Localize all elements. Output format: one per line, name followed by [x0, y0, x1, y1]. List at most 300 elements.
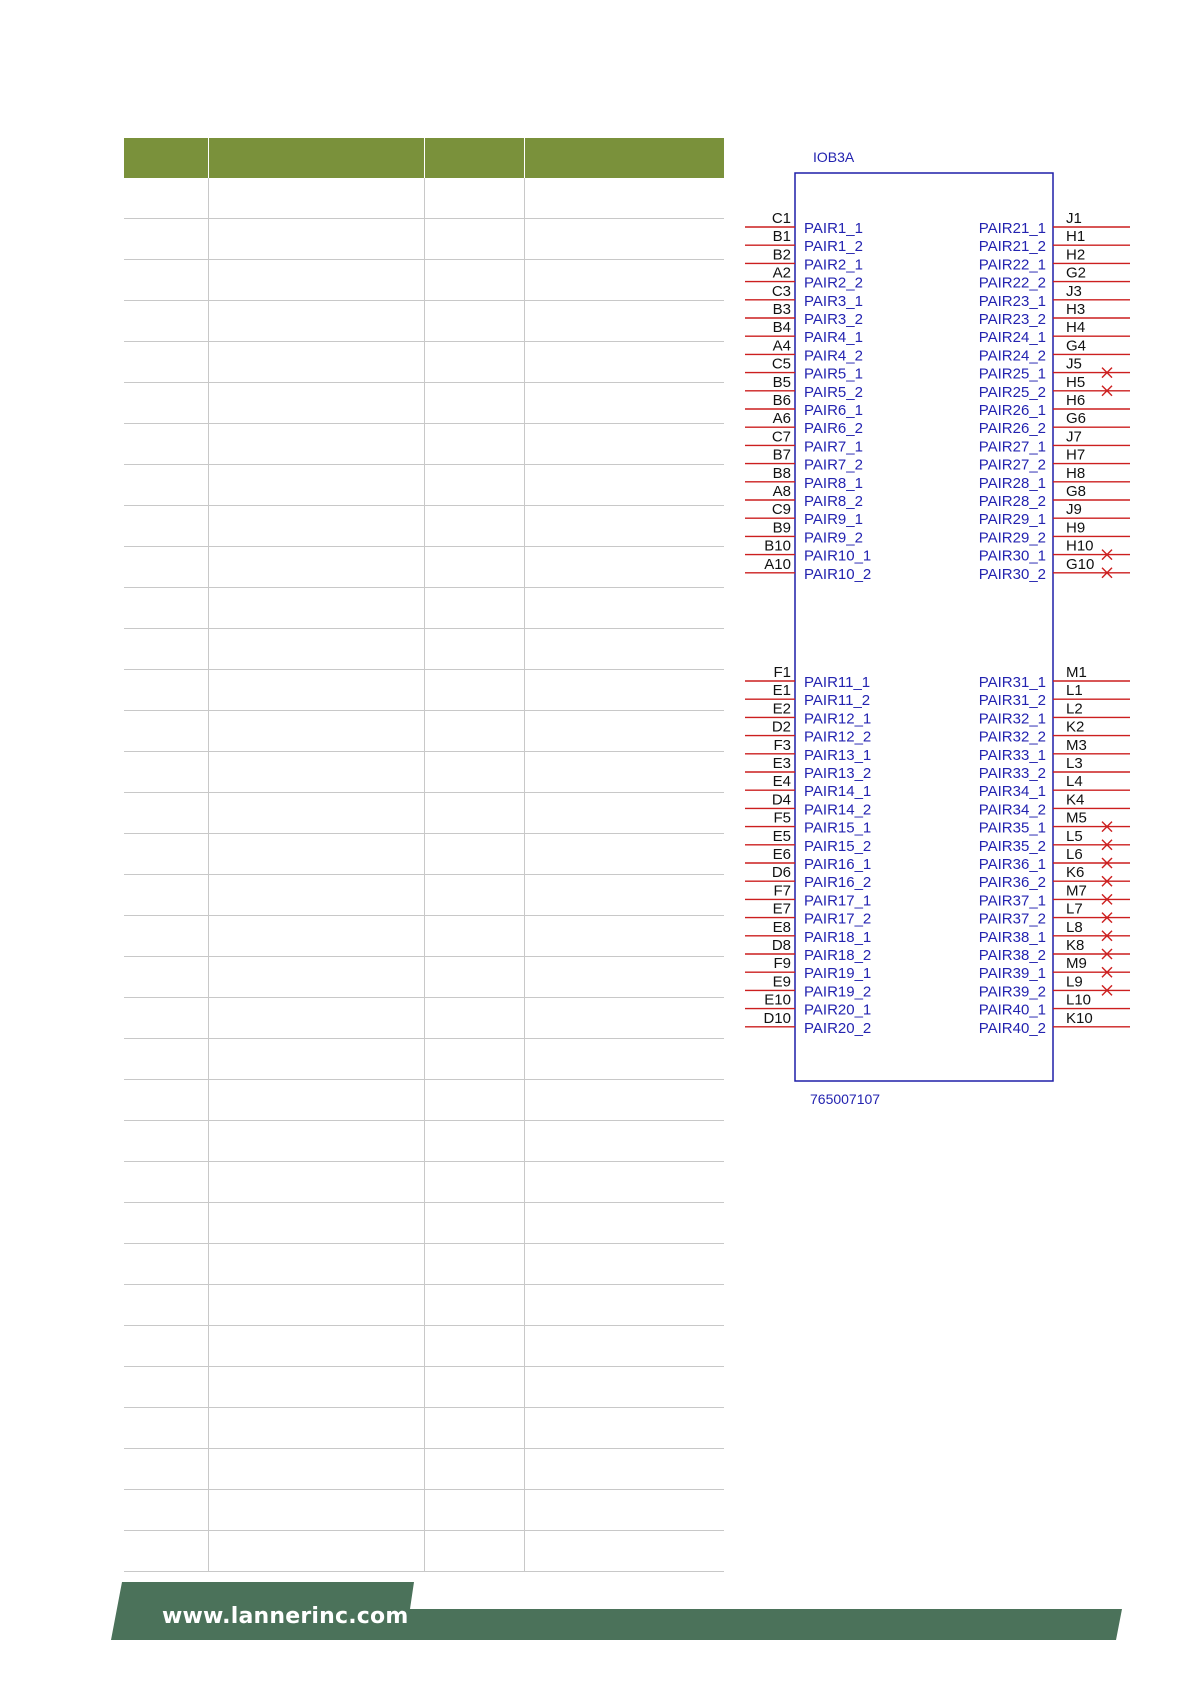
pin-label: PAIR28_1	[978, 474, 1046, 492]
table-cell	[208, 1367, 424, 1408]
table-cell	[524, 711, 724, 752]
pin-label: PAIR40_1	[978, 1001, 1046, 1019]
table-cell	[424, 219, 524, 260]
table-cell	[124, 588, 208, 629]
pin-label: PAIR8_2	[804, 493, 863, 510]
table-row	[124, 1285, 724, 1326]
pin-number: M9	[1066, 955, 1087, 973]
table-cell	[424, 793, 524, 834]
table-row	[124, 1531, 724, 1572]
table-cell	[208, 834, 424, 875]
table-cell	[208, 1449, 424, 1490]
pin-label: PAIR39_1	[978, 965, 1046, 983]
pin-label: PAIR8_1	[804, 474, 863, 492]
pin-label: PAIR28_2	[978, 493, 1046, 510]
table-cell	[524, 1080, 724, 1121]
pin-label: PAIR15_2	[804, 837, 872, 855]
pin-number: K10	[1066, 1009, 1093, 1027]
pin-number: L4	[1066, 773, 1083, 791]
table-cell	[424, 301, 524, 342]
table-cell	[524, 1285, 724, 1326]
pin-number: B2	[772, 246, 791, 264]
pin-label: PAIR23_1	[978, 292, 1046, 310]
pin-number: L10	[1066, 991, 1092, 1009]
pin-number: D8	[771, 937, 791, 954]
table-cell	[208, 383, 424, 424]
pin-number: K2	[1066, 718, 1085, 736]
table-cell	[208, 547, 424, 588]
table-cell	[124, 1203, 208, 1244]
table-cell	[124, 260, 208, 301]
table-cell	[124, 793, 208, 834]
pin-label: PAIR22_1	[978, 256, 1046, 274]
pin-label: PAIR10_2	[804, 565, 872, 583]
pin-label: PAIR21_2	[978, 238, 1046, 256]
pin-label: PAIR27_2	[978, 456, 1046, 474]
pin-number: H8	[1066, 464, 1086, 482]
pin-label: PAIR21_1	[978, 220, 1046, 237]
table-cell	[524, 752, 724, 793]
pin-number: E5	[772, 827, 791, 845]
table-cell	[524, 670, 724, 711]
table-row	[124, 178, 724, 219]
table-cell	[424, 1449, 524, 1490]
table-cell	[208, 629, 424, 670]
pin-label: PAIR39_2	[978, 983, 1046, 1001]
table-cell	[124, 1244, 208, 1285]
table-row	[124, 588, 724, 629]
table-cell	[124, 711, 208, 752]
pin-number: H3	[1066, 301, 1086, 318]
table-cell	[524, 1531, 724, 1572]
table-cell	[124, 301, 208, 342]
pin-label: PAIR14_2	[804, 801, 872, 819]
pin-label: PAIR34_2	[978, 801, 1046, 819]
table-cell	[424, 1203, 524, 1244]
table-row	[124, 1121, 724, 1162]
pin-number: K4	[1066, 791, 1085, 809]
pin-number: H6	[1066, 392, 1086, 409]
table-row	[124, 219, 724, 260]
table-row	[124, 1203, 724, 1244]
pin-number: E8	[772, 918, 791, 936]
table-header-cell	[124, 138, 208, 178]
pin-label: PAIR3_1	[804, 292, 863, 310]
table-body	[124, 178, 724, 1572]
pin-label: PAIR40_2	[978, 1019, 1046, 1037]
pin-label: PAIR30_2	[978, 565, 1046, 583]
table-cell	[524, 1449, 724, 1490]
table-cell	[208, 752, 424, 793]
table-header-cell	[424, 138, 524, 178]
pin-number: J5	[1066, 355, 1082, 373]
table-cell	[124, 1121, 208, 1162]
table-cell	[208, 506, 424, 547]
table-cell	[208, 1080, 424, 1121]
pin-number: J9	[1066, 501, 1082, 519]
table-cell	[524, 916, 724, 957]
table-row	[124, 424, 724, 465]
table-cell	[208, 465, 424, 506]
pin-label: PAIR27_1	[978, 438, 1046, 456]
table-cell	[124, 547, 208, 588]
pin-number: A6	[772, 410, 791, 428]
pin-label: PAIR32_1	[978, 710, 1046, 728]
table-cell	[208, 793, 424, 834]
table-row	[124, 629, 724, 670]
pin-label: PAIR22_2	[978, 274, 1046, 292]
pin-number: C7	[771, 428, 791, 446]
table-row	[124, 1080, 724, 1121]
table-cell	[524, 1039, 724, 1080]
pin-number: J1	[1066, 210, 1082, 227]
pin-label: PAIR10_1	[804, 547, 872, 565]
pin-number: B6	[772, 392, 791, 409]
pin-number: H5	[1066, 373, 1086, 391]
table-cell	[524, 875, 724, 916]
pin-number: C3	[771, 282, 791, 300]
table-cell	[208, 670, 424, 711]
table-row	[124, 547, 724, 588]
footer-url-link[interactable]: www.lannerinc.com	[162, 1604, 409, 1629]
pin-label: PAIR19_1	[804, 965, 872, 983]
pin-label: PAIR12_2	[804, 728, 872, 746]
pin-number: H1	[1066, 228, 1086, 246]
pin-number: F7	[773, 882, 791, 900]
table-cell	[124, 1449, 208, 1490]
component-ref-label: IOB3A	[813, 149, 855, 165]
table-row	[124, 1244, 724, 1285]
pin-number: A8	[772, 483, 791, 500]
table-cell	[424, 588, 524, 629]
pin-label: PAIR7_2	[804, 456, 863, 474]
pin-label: PAIR13_2	[804, 765, 872, 782]
table-cell	[424, 752, 524, 793]
table-cell	[124, 178, 208, 219]
pin-label: PAIR29_2	[978, 529, 1046, 547]
table-cell	[424, 1080, 524, 1121]
table-cell	[124, 424, 208, 465]
table-cell	[524, 506, 724, 547]
table-row	[124, 1367, 724, 1408]
pin-number: M3	[1066, 736, 1087, 754]
pin-number: G10	[1066, 555, 1095, 573]
pin-label: PAIR20_1	[804, 1001, 872, 1019]
pin-number: B3	[772, 301, 791, 318]
table-cell	[208, 1203, 424, 1244]
pin-number: F1	[773, 664, 791, 681]
pin-label: PAIR31_2	[978, 692, 1046, 710]
pin-number: K8	[1066, 937, 1085, 954]
table-cell	[208, 711, 424, 752]
pin-number: H7	[1066, 446, 1086, 464]
pin-number: E9	[772, 973, 791, 991]
table-cell	[424, 916, 524, 957]
table-cell	[124, 957, 208, 998]
pin-number: L7	[1066, 900, 1083, 918]
table-cell	[524, 301, 724, 342]
connector-schematic	[730, 140, 1140, 1120]
table-cell	[208, 1531, 424, 1572]
table-cell	[124, 1039, 208, 1080]
pin-label: PAIR33_2	[978, 765, 1046, 782]
table-cell	[524, 260, 724, 301]
pin-number: E3	[772, 755, 791, 772]
table-cell	[124, 1490, 208, 1531]
table-cell	[424, 1121, 524, 1162]
pin-group	[745, 210, 1130, 1037]
pin-label: PAIR15_1	[804, 819, 872, 837]
table-cell	[208, 1162, 424, 1203]
table-cell	[424, 629, 524, 670]
pin-number: A4	[772, 337, 791, 355]
pin-number: C9	[771, 501, 791, 519]
pin-number: K6	[1066, 864, 1085, 882]
table-cell	[124, 670, 208, 711]
pin-number: L2	[1066, 700, 1083, 718]
pin-number: C5	[771, 355, 791, 373]
table-cell	[208, 1121, 424, 1162]
table-cell	[208, 1326, 424, 1367]
table-cell	[424, 383, 524, 424]
pin-label: PAIR16_1	[804, 856, 872, 873]
pin-number: E4	[772, 773, 791, 791]
table-cell	[524, 793, 724, 834]
table-cell	[124, 1162, 208, 1203]
pin-number: L6	[1066, 846, 1083, 863]
table-row	[124, 834, 724, 875]
table-cell	[524, 1408, 724, 1449]
pin-label: PAIR19_2	[804, 983, 872, 1001]
pin-label: PAIR24_1	[978, 329, 1046, 347]
pin-label: PAIR30_1	[978, 547, 1046, 565]
table-cell	[424, 998, 524, 1039]
pin-number: D4	[771, 791, 791, 809]
table-row	[124, 506, 724, 547]
pin-label: PAIR1_1	[804, 220, 863, 237]
pin-label: PAIR6_1	[804, 402, 863, 419]
pin-number: M1	[1066, 664, 1087, 681]
pin-number: G8	[1066, 483, 1087, 500]
table-cell	[524, 1203, 724, 1244]
table-cell	[208, 957, 424, 998]
pin-label: PAIR36_2	[978, 874, 1046, 892]
pin-definition-table	[124, 138, 724, 1572]
table-row	[124, 793, 724, 834]
table-cell	[424, 1162, 524, 1203]
table-cell	[208, 875, 424, 916]
table-cell	[524, 834, 724, 875]
table-cell	[124, 629, 208, 670]
pin-number: G2	[1066, 264, 1087, 282]
pin-number: D10	[763, 1009, 791, 1027]
pin-label: PAIR36_1	[978, 856, 1046, 873]
table-row	[124, 875, 724, 916]
pin-label: PAIR6_2	[804, 420, 863, 438]
pin-label: PAIR12_1	[804, 710, 872, 728]
table-header-cell	[524, 138, 724, 178]
table-cell	[124, 1326, 208, 1367]
table-cell	[424, 1326, 524, 1367]
table-cell	[124, 998, 208, 1039]
pin-label: PAIR11_1	[804, 674, 871, 691]
table-row	[124, 752, 724, 793]
pin-number: A2	[772, 264, 791, 282]
table-row	[124, 1490, 724, 1531]
table-cell	[524, 465, 724, 506]
table-cell	[424, 670, 524, 711]
table-row	[124, 711, 724, 752]
pin-label: PAIR38_2	[978, 947, 1046, 964]
table-cell	[124, 916, 208, 957]
pin-label: PAIR2_1	[804, 256, 863, 274]
table-cell	[124, 219, 208, 260]
table-cell	[424, 178, 524, 219]
table-cell	[424, 834, 524, 875]
table-cell	[124, 752, 208, 793]
pin-label: PAIR5_1	[804, 365, 863, 383]
pin-label: PAIR26_1	[978, 402, 1046, 419]
table-cell	[208, 1408, 424, 1449]
pin-number: E1	[772, 682, 791, 700]
table-cell	[124, 875, 208, 916]
pin-label: PAIR4_2	[804, 347, 863, 365]
table-cell	[424, 465, 524, 506]
table-row	[124, 342, 724, 383]
pin-label: PAIR1_2	[804, 238, 863, 256]
table-row	[124, 916, 724, 957]
pin-label: PAIR5_2	[804, 383, 863, 401]
table-cell	[208, 998, 424, 1039]
table-cell	[424, 1490, 524, 1531]
pin-label: PAIR3_2	[804, 311, 863, 328]
table-cell	[208, 260, 424, 301]
table-row	[124, 260, 724, 301]
pin-number: H9	[1066, 519, 1086, 537]
pin-label: PAIR23_2	[978, 311, 1046, 328]
table-cell	[424, 1285, 524, 1326]
table-cell	[208, 1039, 424, 1080]
table-cell	[424, 957, 524, 998]
table-header-row	[124, 138, 724, 178]
pin-label: PAIR17_1	[804, 892, 872, 910]
pin-number: B4	[772, 319, 791, 337]
pin-label: PAIR4_1	[804, 329, 863, 347]
table-row	[124, 1408, 724, 1449]
table-cell	[424, 547, 524, 588]
table-cell	[424, 342, 524, 383]
pin-number: C1	[771, 210, 791, 227]
table-cell	[124, 506, 208, 547]
pin-label: PAIR18_1	[804, 928, 872, 946]
table-cell	[524, 957, 724, 998]
table-cell	[208, 178, 424, 219]
table-cell	[524, 178, 724, 219]
table-cell	[524, 629, 724, 670]
table-cell	[424, 260, 524, 301]
table-row	[124, 1326, 724, 1367]
pin-number: D2	[771, 718, 791, 736]
table-cell	[208, 219, 424, 260]
table-cell	[424, 1531, 524, 1572]
table-row	[124, 998, 724, 1039]
table-cell	[524, 1162, 724, 1203]
pin-label: PAIR35_1	[978, 819, 1046, 837]
pin-label: PAIR20_2	[804, 1019, 872, 1037]
table-cell	[424, 875, 524, 916]
pin-number: G4	[1066, 337, 1087, 355]
pin-label: PAIR24_2	[978, 347, 1046, 365]
table-cell	[524, 424, 724, 465]
table-cell	[524, 1121, 724, 1162]
table-cell	[424, 1367, 524, 1408]
pin-label: PAIR11_2	[804, 692, 871, 710]
pin-number: B7	[772, 446, 791, 464]
table-row	[124, 465, 724, 506]
table-row	[124, 383, 724, 424]
table-cell	[524, 1326, 724, 1367]
pin-label: PAIR9_2	[804, 529, 863, 547]
pin-number: B1	[772, 228, 791, 246]
pin-number: L3	[1066, 755, 1083, 772]
table-cell	[424, 1039, 524, 1080]
table-cell	[208, 916, 424, 957]
table-cell	[424, 711, 524, 752]
pin-number: B5	[772, 373, 791, 391]
table-cell	[124, 465, 208, 506]
pin-label: PAIR2_2	[804, 274, 863, 292]
pin-label: PAIR9_1	[804, 511, 863, 529]
pin-number: E6	[772, 846, 791, 863]
pin-label: PAIR29_1	[978, 511, 1046, 529]
pin-label: PAIR31_1	[978, 674, 1046, 691]
pin-number: E2	[772, 700, 791, 718]
table-cell	[208, 588, 424, 629]
pin-label: PAIR17_2	[804, 910, 872, 928]
pin-label: PAIR33_1	[978, 746, 1046, 764]
pin-number: E10	[764, 991, 791, 1009]
table-cell	[124, 1285, 208, 1326]
pin-label: PAIR25_1	[978, 365, 1046, 383]
table-cell	[124, 383, 208, 424]
pin-number: B8	[772, 464, 791, 482]
table-cell	[524, 342, 724, 383]
pin-number: F9	[773, 955, 791, 973]
pin-number: E7	[772, 900, 791, 918]
table-row	[124, 1162, 724, 1203]
table-cell	[208, 1244, 424, 1285]
table-row	[124, 957, 724, 998]
pin-label: PAIR38_1	[978, 928, 1046, 946]
table-cell	[524, 588, 724, 629]
pin-number: F3	[773, 736, 791, 754]
pin-number: H4	[1066, 319, 1086, 337]
table-cell	[424, 506, 524, 547]
table-cell	[208, 424, 424, 465]
table-cell	[524, 998, 724, 1039]
pin-number: L9	[1066, 973, 1083, 991]
pin-number: J7	[1066, 428, 1082, 446]
pin-label: PAIR26_2	[978, 420, 1046, 438]
table-cell	[524, 547, 724, 588]
table-cell	[124, 834, 208, 875]
table-cell	[208, 342, 424, 383]
table-cell	[208, 1285, 424, 1326]
table-row	[124, 1449, 724, 1490]
pin-number: A10	[764, 555, 791, 573]
table-header-cell	[208, 138, 424, 178]
pin-number: G6	[1066, 410, 1087, 428]
